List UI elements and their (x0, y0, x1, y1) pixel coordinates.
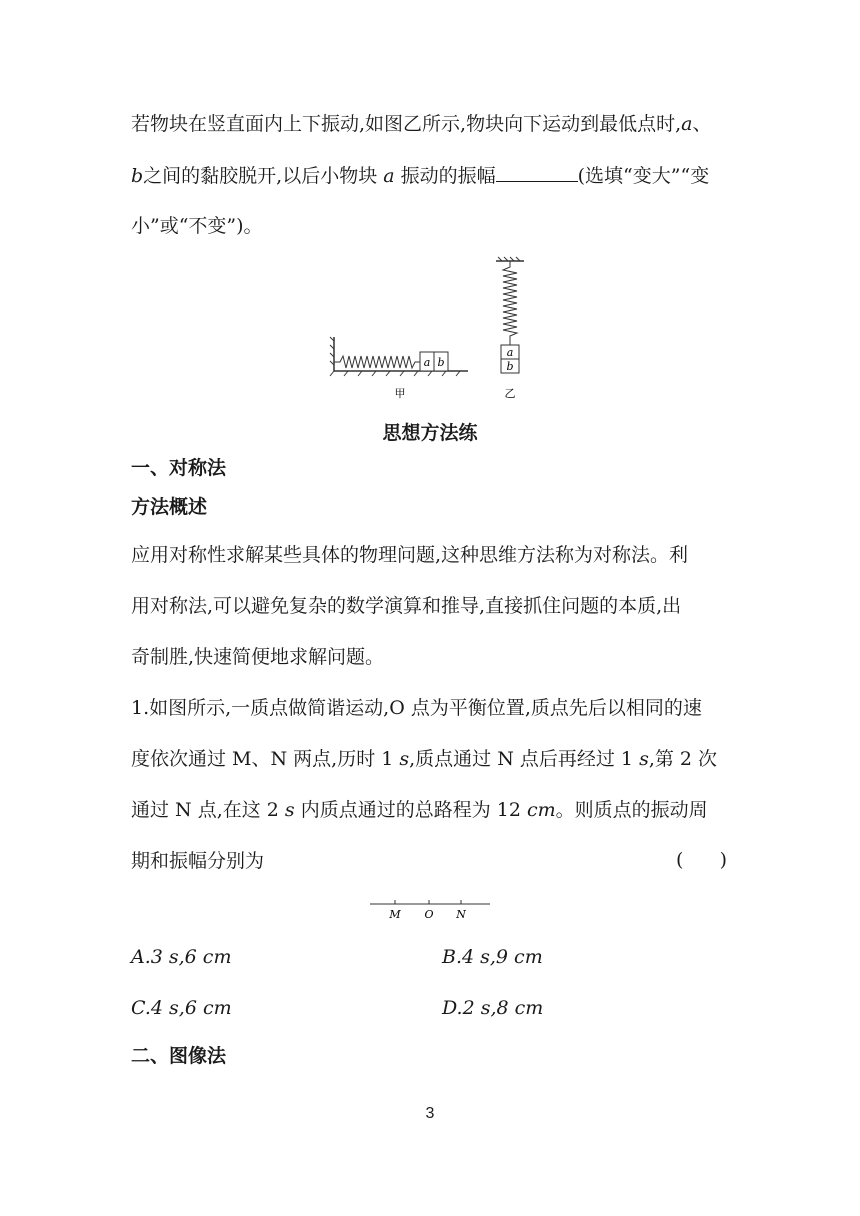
paragraph-line-2 (131, 163, 709, 188)
question-line-2 (131, 747, 717, 771)
unit-s: s (639, 748, 649, 770)
figure-yi (496, 257, 524, 400)
option-c[interactable]: C.4 s,6 cm (131, 997, 232, 1019)
var-a: a (681, 113, 693, 135)
block-b-label: b (506, 360, 514, 373)
paragraph-line-3 (131, 214, 263, 238)
question-line-3 (131, 798, 708, 822)
option-d[interactable]: D.2 s,8 cm (442, 997, 544, 1019)
paragraph-line-1 (131, 112, 711, 136)
label-o: O (424, 908, 434, 921)
text: 。则质点的振动周 (555, 799, 708, 821)
answer-parentheses[interactable]: ( ) (676, 849, 728, 871)
vertical-spring (503, 261, 517, 345)
page-number: 3 (425, 1105, 435, 1122)
text: ,第 2 次 (648, 748, 718, 770)
label-jia: 甲 (394, 387, 406, 400)
section-title: 思想方法练 (382, 422, 478, 444)
text: 通过 N 点,在这 2 (131, 799, 285, 821)
label-m: M (389, 908, 401, 921)
text: 度依次通过 M、N 两点,历时 1 (131, 748, 400, 770)
answer-blank[interactable] (496, 163, 578, 182)
var-a: a (383, 165, 395, 187)
overview-line-3: 奇制胜,快速简便地求解问题。 (131, 646, 385, 668)
text: ,质点通过 N 点后再经过 1 (409, 748, 640, 770)
text: 小”或“不变”)。 (131, 215, 263, 237)
text: 、 (692, 113, 712, 135)
unit-s: s (284, 799, 295, 821)
option-a[interactable]: A.3 s,6 cm (131, 946, 232, 968)
var-b: b (131, 165, 144, 187)
label-yi: 乙 (504, 387, 516, 400)
text: 若物块在竖直面内上下振动,如图乙所示,物块向下运动到最低点时, (131, 113, 682, 135)
overview-line-1: 应用对称性求解某些具体的物理问题,这种思维方法称为对称法。利 (131, 544, 689, 566)
text: 之间的黏胶脱开,以后小物块 (143, 165, 384, 187)
subheading-overview: 方法概述 (131, 496, 208, 518)
block-a-label: a (506, 346, 514, 359)
spring-figure (320, 255, 540, 405)
block-b-label: b (437, 356, 445, 369)
block-a-label: a (423, 356, 431, 369)
unit-cm: cm (526, 799, 556, 821)
overview-line-2: 用对称法,可以避免复杂的数学演算和推导,直接抓住问题的本质,出 (131, 595, 682, 617)
horizontal-spring (334, 356, 420, 368)
text: 振动的振幅 (394, 165, 496, 187)
text: 内质点通过的总路程为 12 (294, 799, 527, 821)
text: (选填“变大”“变 (577, 165, 710, 187)
heading-graph-method: 二、图像法 (131, 1045, 227, 1067)
heading-symmetry: 一、对称法 (131, 457, 227, 479)
question-line-1: 1.如图所示,一质点做简谐运动,O 点为平衡位置,质点先后以相同的速 (131, 697, 702, 719)
label-n: N (456, 908, 466, 921)
mon-line-figure (365, 896, 495, 926)
option-b[interactable]: B.4 s,9 cm (442, 946, 543, 968)
question-line-4: 期和振幅分别为 (131, 850, 265, 872)
unit-s: s (399, 748, 410, 770)
figure-jia (330, 337, 468, 400)
